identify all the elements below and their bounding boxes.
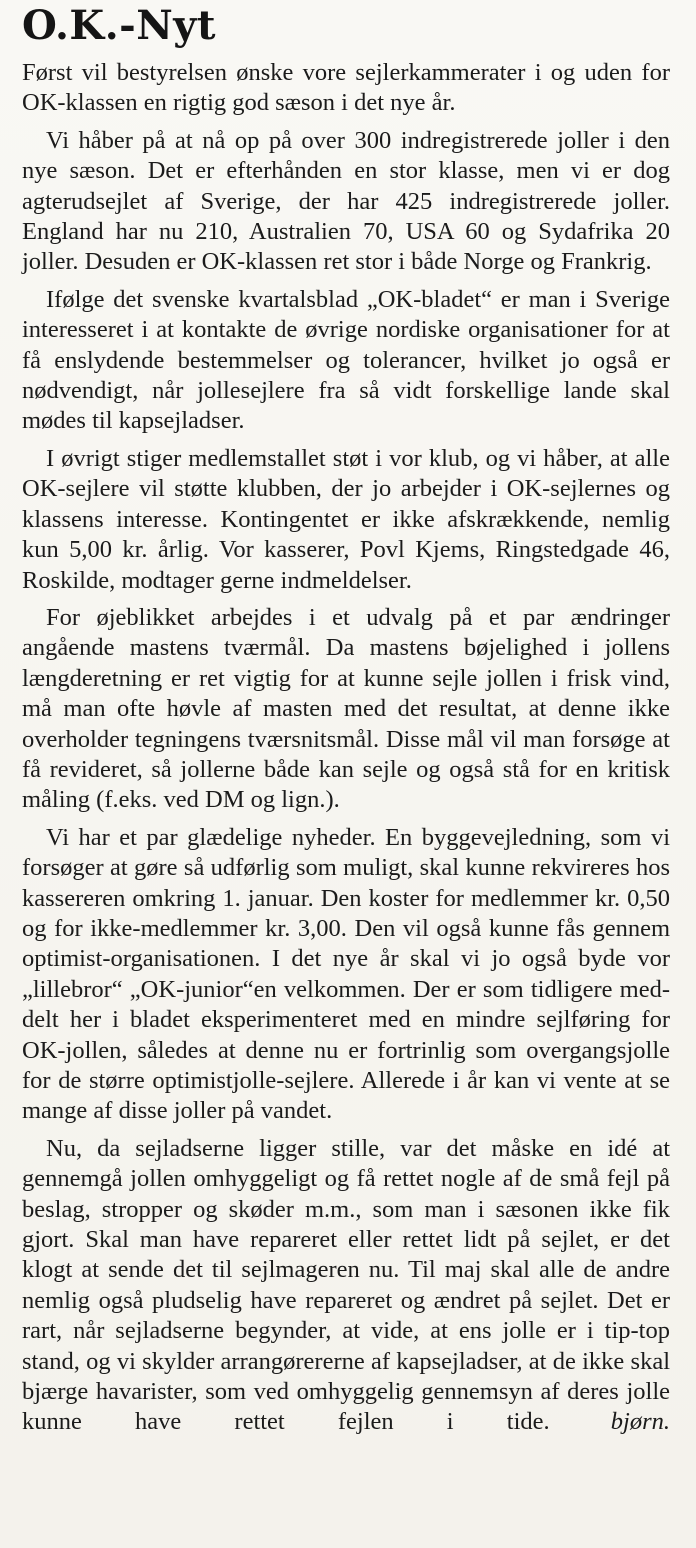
paragraph-maintenance-text: Nu, da sejladserne ligger stille, var det måske en idé at gennemgå jollen omhyggeligt og få rettet nogle af de små fejl på beslag, stropper og skøder m.m., som man i sæsonen ikke fik gjort. Skal man have repareret eller rettet lidt på sejlet, er det klogt at sende det til sejlmageren nu. Til maj skal alle de andre nemlig også pludselig have repareret og ændret på sejlet. Det er rart, når sejladserne begynder, at vide, at ens jolle er i tip-top stand, og vi skylder arrangørererne af kapsejladser, at de ikke skal bjærge havarister, som ved omhyggelig gennemsyn af deres jolle kunne have rettet fejlen i tide.	[22, 1134, 670, 1436]
paragraph-ok-bladet: Ifølge det svenske kvartalsblad „OK-bladet“ er man i Sverige interesseret i at kontakte de øvrige nordiske organisationer for at få enslydende bestemmelser og tolerancer, hvilket jo også er nødvendigt, når jollesejlere fra så vidt forskellige lande skal mødes til kapsejladser.	[22, 285, 670, 435]
paragraph-news: Vi har et par glædelige nyheder. En byggevejledning, som vi forsøger at gøre så udførlig som muligt, skal kunne rekvireres hos kassereren omkring 1. januar. Den koster for medlemmer kr. 0,50 og for ikke-medlemmer kr. 3,00. Den vil også kunne fås gennem optimist-organisationen. I det nye år skal vi jo også byde vor „lillebror“ „OK-junior“en velkommen. Der er som tidligere meddelt her i bladet eksperimenteret med en mindre sejlføring for OK-jollen, således at denne nu er fortrinlig som overgangsjolle for de større optimistjolle-sejlere. Allerede i år kan vi vente at se mange af disse joller på vandet.	[22, 823, 670, 1125]
article-title: O.K.-Nyt	[22, 2, 216, 49]
paragraph-mast: For øjeblikket arbejdes i et udvalg på et par ændringer angående mastens tværmål. Da mastens bøjelighed i jollens længderetning er ret vigtig for at kunne sejle jollen i frisk vind, må man ofte høvle af masten med det resultat, at denne ikke overholder tegningens tværsnitsmål. Disse mål vil man forsøge at få revideret, så jollerne både kan sejle og også stå for en kritisk måling (f.eks. ved DM og lign.).	[22, 603, 670, 814]
article-body	[22, 58, 670, 1438]
paragraph-maintenance	[22, 1134, 670, 1438]
signature: bjørn.	[610, 1408, 670, 1436]
paragraph-registrations: Vi håber på at nå op på over 300 indregistrerede joller i den nye sæson. Det er efterhånden en stor klasse, men vi er dog agterudsejlet af Sverige, der har 425 indregistrerede joller. England har nu 210, Australien 70, USA 60 og Sydafrika 20 joller. Desuden er OK-klassen ret stor i både Norge og Frankrig.	[22, 126, 670, 276]
paragraph-intro: Først vil bestyrelsen ønske vore sejlerkammerater i og uden for OK-klassen en rigtig god sæson i det nye år.	[22, 59, 670, 117]
paragraph-membership: I øvrigt stiger medlemstallet støt i vor klub, og vi håber, at alle OK-sejlere vil støtte klubben, der jo arbejder i OK-sejlernes og klassens interesse. Kontingentet er ikke afskrækkende, nemlig kun 5,00 kr. årlig. Vor kasserer, Povl Kjems, Ringstedgade 46, Roskilde, modtager gerne indmeldelser.	[22, 444, 670, 594]
